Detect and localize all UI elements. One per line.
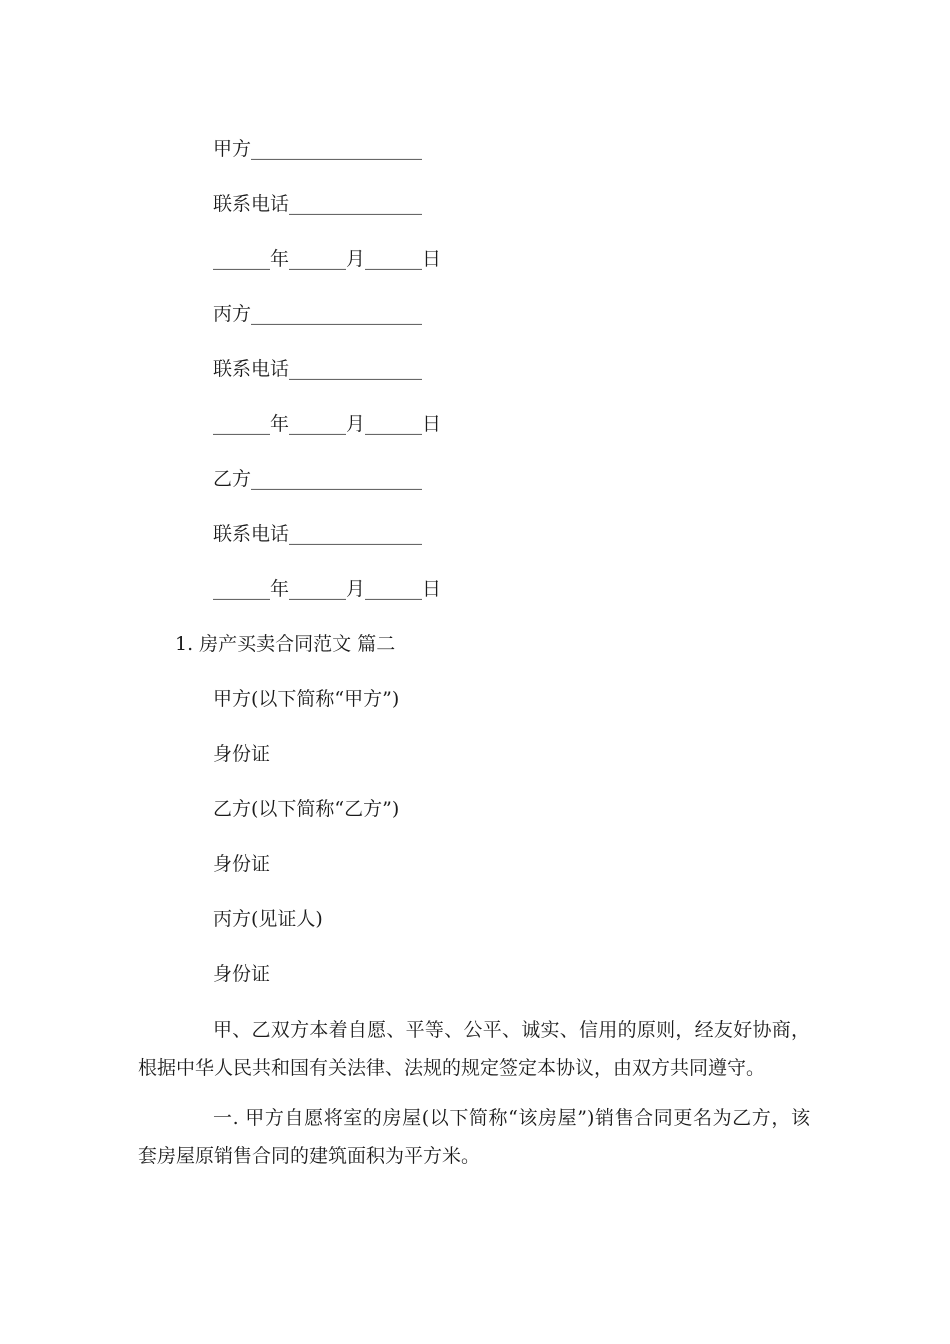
party-c-date-line: ______年______月______日	[213, 413, 442, 435]
party-c-signature-line: 丙方__________________	[213, 303, 423, 325]
party-b-phone-line: 联系电话______________	[213, 523, 423, 545]
party-b-id-label: 身份证	[213, 853, 271, 875]
section-heading: 1. 房产买卖合同范文 篇二	[175, 633, 396, 655]
party-a-intro: 甲方(以下简称“甲方”)	[213, 688, 400, 710]
clause-one-paragraph: 一. 甲方自愿将室的房屋(以下简称“该房屋”)销售合同更名为乙方，该套房屋原销售合同的建筑面积为平方米。	[138, 1107, 810, 1167]
party-b-signature-line: 乙方__________________	[213, 468, 423, 490]
party-a-signature-line: 甲方__________________	[213, 138, 423, 160]
party-b-date-line: ______年______月______日	[213, 578, 442, 600]
party-c-id-label: 身份证	[213, 963, 271, 985]
party-c-intro: 丙方(见证人)	[213, 908, 323, 930]
party-a-phone-line: 联系电话______________	[213, 193, 423, 215]
party-c-phone-line: 联系电话______________	[213, 358, 423, 380]
principles-paragraph: 甲、乙双方本着自愿、平等、公平、诚实、信用的原则，经友好协商，根据中华人民共和国有关法律、法规的规定签定本协议，由双方共同遵守。	[138, 1019, 810, 1079]
party-a-date-line: ______年______月______日	[213, 248, 442, 270]
party-b-intro: 乙方(以下简称“乙方”)	[213, 798, 400, 820]
party-a-id-label: 身份证	[213, 743, 271, 765]
